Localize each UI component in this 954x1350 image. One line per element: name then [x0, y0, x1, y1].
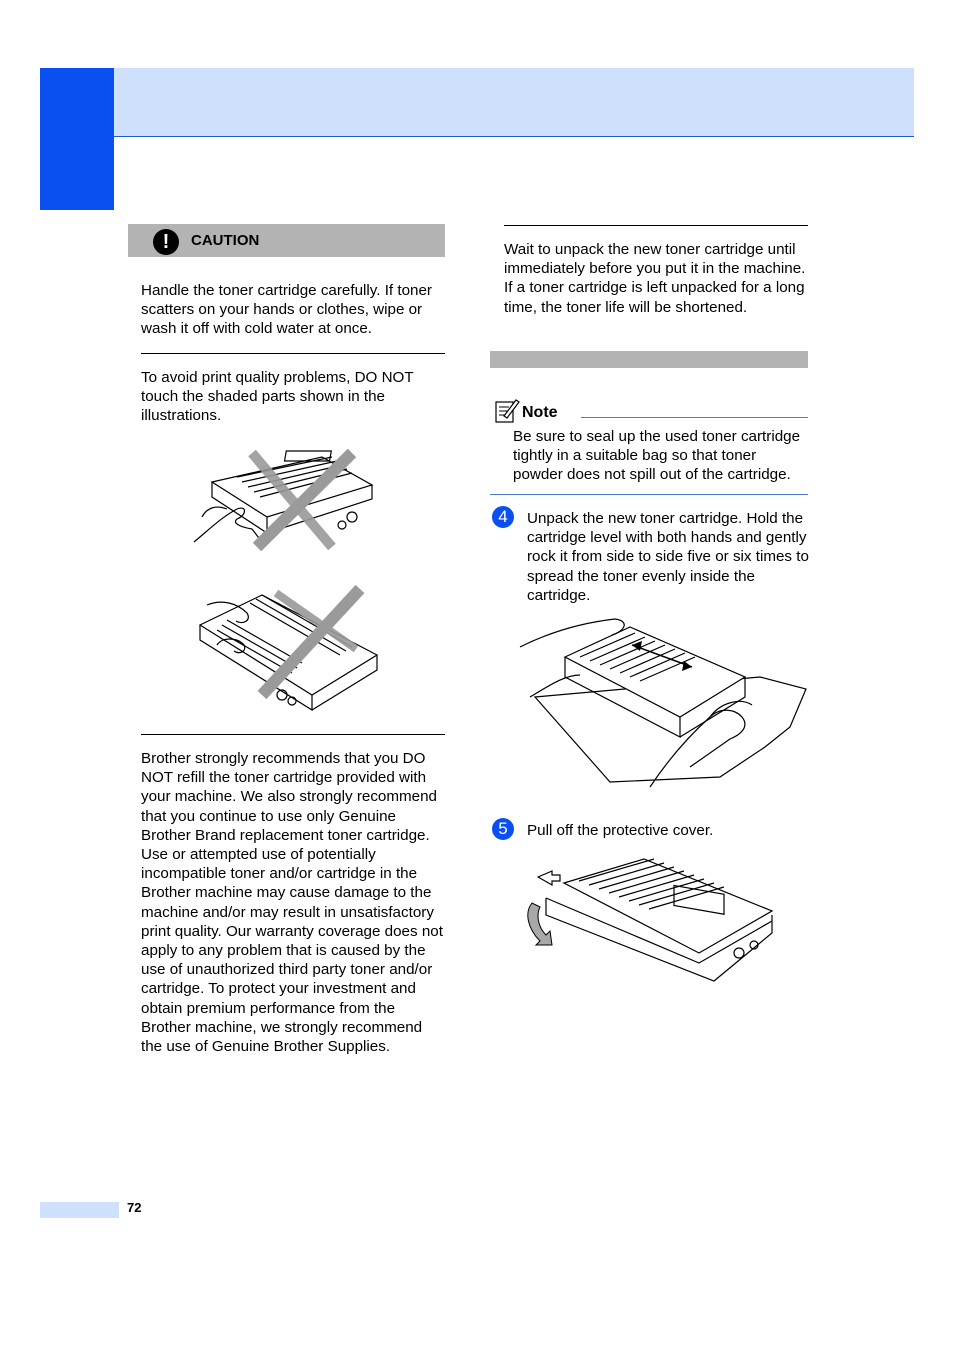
drum-unit-hand-illustration — [192, 585, 382, 713]
step-4-text: Unpack the new toner cartridge. Hold the cartridge level with both hands and gently rock it from side to side five or six times to spread the toner evenly inside the cartridge. — [527, 510, 809, 604]
footer-bar — [40, 1202, 119, 1218]
caution-end-bar — [490, 351, 808, 368]
caution-paragraph-1: Handle the toner cartridge carefully. If toner scatters on your hands or clothes, wipe or wash it off with cold water at once. — [141, 282, 432, 338]
page-number: 72 — [127, 1200, 142, 1215]
header-band — [114, 68, 914, 137]
divider — [141, 353, 445, 354]
step-number-badge: 4 — [492, 506, 514, 528]
note-top-line — [581, 417, 808, 418]
toner-cartridge-hand-illustration — [192, 447, 382, 552]
divider — [504, 225, 808, 226]
remove-protective-cover-illustration — [524, 853, 776, 985]
rock-cartridge-illustration — [520, 617, 810, 792]
step-number-badge: 5 — [492, 818, 514, 840]
note-title: Note — [522, 404, 558, 421]
caution-paragraph-3: Brother strongly recommends that you DO NOT refill the toner cartridge provided with your machine. We also strongly recommend that you continue to use only Genuine Brother Brand replacement toner cartridge. Use or attempted use of potentially incompatible toner and/or cartridge in the Brother machine may cause damage to the machine and/or may result in unsatisfactory print quality. Our warranty coverage does not apply to any problem that is caused by the use of unauthorized third party toner and/or cartridge. To protect your investment and obtain premium performance from the Brother machine, we strongly recommend the use of Genuine Brother Supplies. — [141, 750, 443, 1056]
caution-label: CAUTION — [191, 232, 260, 249]
note-bottom-line — [490, 494, 808, 495]
chapter-tab — [40, 68, 114, 210]
note-text: Be sure to seal up the used toner cartridge tightly in a suitable bag so that toner powder does not spill out of the cartridge. — [513, 428, 801, 484]
note-pencil-icon — [494, 398, 520, 424]
divider — [141, 734, 445, 735]
caution-paragraph-2: To avoid print quality problems, DO NOT touch the shaded parts shown in the illustrations. — [141, 369, 414, 425]
caution-continued-paragraph: Wait to unpack the new toner cartridge until immediately before you put it in the machine. If a toner cartridge is left unpacked for a long time, the toner life will be shortened. — [504, 241, 806, 316]
caution-exclamation-icon: ! — [153, 229, 179, 255]
step-5-text: Pull off the protective cover. — [527, 822, 714, 839]
